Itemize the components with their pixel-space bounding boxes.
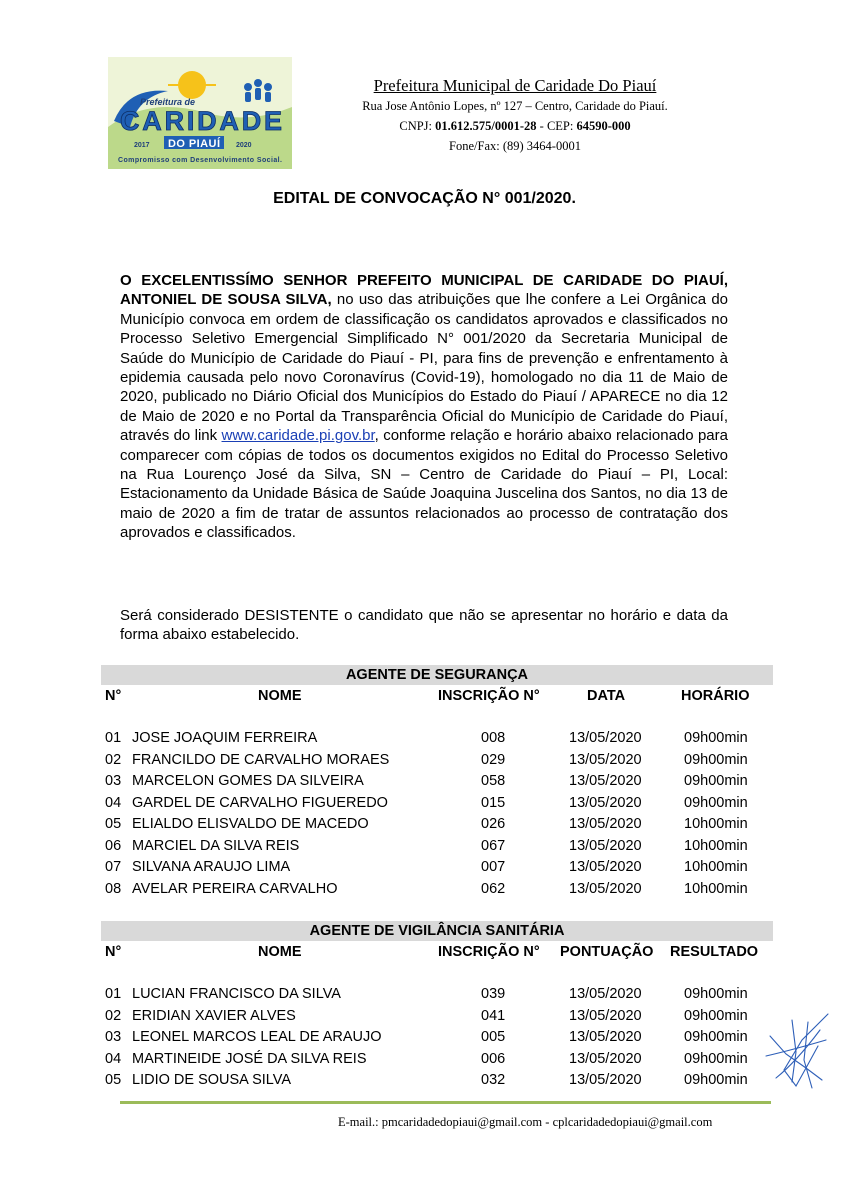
cell-name: ELIALDO ELISVALDO DE MACEDO <box>132 816 369 832</box>
table-row <box>101 984 773 1006</box>
table-section-title: AGENTE DE SEGURANÇA <box>101 665 773 685</box>
cell-inscricao: 029 <box>481 751 506 768</box>
org-registry <box>330 116 700 136</box>
cell-name: LUCIAN FRANCISCO DA SILVA <box>132 986 341 1002</box>
cell-number: 08 <box>105 880 122 897</box>
cell-time: 09h00min <box>684 986 748 1002</box>
table-row <box>101 771 773 793</box>
table-row <box>101 836 773 858</box>
logo-year-end: 2020 <box>236 142 252 149</box>
table-row <box>101 1006 773 1028</box>
cell-date: 13/05/2020 <box>569 794 642 811</box>
footer-rule <box>120 1101 771 1104</box>
logo-year-start: 2017 <box>134 142 150 149</box>
cell-number: 06 <box>105 837 122 854</box>
cell-inscricao: 041 <box>481 1007 506 1024</box>
table-header-row <box>101 685 773 707</box>
cell-inscricao: 067 <box>481 837 506 854</box>
logo-slogan: Compromisso com Desenvolvimento Social. <box>118 157 282 164</box>
cell-inscricao: 015 <box>481 794 506 811</box>
cell-number: 03 <box>105 773 122 789</box>
cell-name: MARCIEL DA SILVA REIS <box>132 837 300 854</box>
cell-date: 13/05/2020 <box>569 816 642 832</box>
cell-name: JOSE JOAQUIM FERREIRA <box>132 730 318 746</box>
table-row <box>101 857 773 879</box>
cell-number: 02 <box>105 751 122 768</box>
cnpj-label: CNPJ: <box>399 119 436 133</box>
header-name: NOME <box>258 944 302 960</box>
cell-time: 10h00min <box>684 880 748 897</box>
cell-number: 02 <box>105 1007 122 1024</box>
cell-date: 13/05/2020 <box>569 859 642 875</box>
cell-number: 05 <box>105 1072 122 1088</box>
table-row <box>101 814 773 836</box>
cell-date: 13/05/2020 <box>569 773 642 789</box>
letterhead <box>330 76 700 156</box>
cell-name: ERIDIAN XAVIER ALVES <box>132 1007 296 1024</box>
cell-name: GARDEL DE CARVALHO FIGUEREDO <box>132 794 388 811</box>
table-row <box>101 750 773 772</box>
cell-number: 07 <box>105 859 122 875</box>
cell-date: 13/05/2020 <box>569 1050 642 1067</box>
handwritten-signature <box>762 1010 834 1090</box>
header-resultado: RESULTADO <box>670 944 759 960</box>
cell-number: 04 <box>105 794 122 811</box>
cep-label: - CEP: <box>536 119 577 133</box>
cell-inscricao: 062 <box>481 880 506 897</box>
org-address: Rua Jose Antônio Lopes, nº 127 – Centro, Caridade do Piauí. <box>362 99 668 113</box>
table-row <box>101 793 773 815</box>
cell-inscricao: 032 <box>481 1072 506 1088</box>
cell-number: 05 <box>105 816 122 832</box>
desistente-note: Será considerado DESISTENTE o candidato que não se apresentar no horário e data da forma abaixo estabelecido. <box>120 607 728 644</box>
cell-time: 09h00min <box>684 773 748 789</box>
municipality-logo <box>108 57 292 169</box>
cell-name: FRANCILDO DE CARVALHO MORAES <box>132 751 390 768</box>
header-pontuacao: PONTUAÇÃO <box>560 944 654 960</box>
table-header-row <box>101 941 773 963</box>
cell-date: 13/05/2020 <box>569 880 642 897</box>
header-number: N° <box>105 944 122 960</box>
cell-time: 09h00min <box>684 1050 748 1067</box>
table-row <box>101 1070 773 1092</box>
cell-number: 01 <box>105 986 122 1002</box>
cell-inscricao: 005 <box>481 1029 506 1045</box>
header-name: NOME <box>258 688 302 704</box>
table-agente-vigilancia <box>101 921 773 1092</box>
table-row <box>101 728 773 750</box>
cell-date: 13/05/2020 <box>569 751 642 768</box>
cell-name: MARTINEIDE JOSÉ DA SILVA REIS <box>132 1050 367 1067</box>
table-agente-seguranca <box>101 665 773 900</box>
cell-number: 03 <box>105 1029 122 1045</box>
cell-time: 10h00min <box>684 816 748 832</box>
cell-inscricao: 058 <box>481 773 506 789</box>
table-row <box>101 1027 773 1049</box>
cell-number: 04 <box>105 1050 122 1067</box>
body-text-before-link: no uso das atribuições que lhe confere a Lei Orgânica do Município convoca em ordem de classificação os candidatos aprovados e classificados no Processo Seletivo Emergencial Simplificado N° 001/2020 da Secretaria Municipal de Saúde do Município de Caridade do Piauí - PI, para fins de prevenção e enfrentamento à epidemia causada pelo novo Coronavírus (Covid-19), homologado no dia 11 de Maio de 2020, publicado no Diário Oficial dos Municípios do Estado do Piauí / APARECE no dia 12 de Maio de 2020 e no Portal da Transparência Oficial do Município de Caridade do Piauí, através do link <box>120 291 729 445</box>
cell-time: 09h00min <box>684 730 748 746</box>
logo-prefeitura-text: Prefeitura de <box>140 97 196 107</box>
org-phone: Fone/Fax: (89) 3464-0001 <box>449 139 581 153</box>
header-horario: HORÁRIO <box>681 688 750 704</box>
org-name: Prefeitura Municipal de Caridade Do Piauí <box>373 76 657 95</box>
body-paragraph <box>120 271 728 543</box>
header-number: N° <box>105 688 122 704</box>
document-title: EDITAL DE CONVOCAÇÃO N° 001/2020. <box>273 190 576 207</box>
cell-time: 10h00min <box>684 837 748 854</box>
cell-date: 13/05/2020 <box>569 730 642 746</box>
cell-inscricao: 007 <box>481 859 506 875</box>
cell-date: 13/05/2020 <box>569 1072 642 1088</box>
cell-name: LEONEL MARCOS LEAL DE ARAUJO <box>132 1029 382 1045</box>
header-inscricao: INSCRIÇÃO N° <box>438 688 540 704</box>
cell-inscricao: 008 <box>481 730 506 746</box>
table-row <box>101 879 773 901</box>
cell-time: 09h00min <box>684 1072 748 1088</box>
logo-dopiaui-text: DO PIAUÍ <box>168 138 220 150</box>
cell-inscricao: 026 <box>481 816 506 832</box>
cell-date: 13/05/2020 <box>569 1007 642 1024</box>
header-inscricao: INSCRIÇÃO N° <box>438 944 540 960</box>
cell-number: 01 <box>105 730 122 746</box>
body-bold-intro: O EXCELENTISSÍMO SENHOR PREFEITO MUNICIPAL DE CARIDADE DO PIAUÍ, ANTONIEL DE SOUSA SILVA, <box>120 272 728 309</box>
logo-caridade-text: CARIDADE <box>120 106 282 136</box>
table-row <box>101 1049 773 1071</box>
cell-time: 09h00min <box>684 794 748 811</box>
website-link[interactable]: www.caridade.pi.gov.br <box>221 427 375 445</box>
cell-inscricao: 039 <box>481 986 506 1002</box>
cnpj-value: 01.612.575/0001-28 <box>435 119 537 133</box>
table-section-title: AGENTE DE VIGILÂNCIA SANITÁRIA <box>101 921 773 941</box>
cell-time: 10h00min <box>684 859 748 875</box>
cell-name: MARCELON GOMES DA SILVEIRA <box>132 773 364 789</box>
cell-time: 09h00min <box>684 751 748 768</box>
cell-name: SILVANA ARAUJO LIMA <box>132 859 291 875</box>
header-data: DATA <box>587 688 626 704</box>
cell-date: 13/05/2020 <box>569 837 642 854</box>
cep-value: 64590-000 <box>576 119 631 133</box>
footer-email: E-mail.: pmcaridadedopiaui@gmail.com - cplcaridadedopiaui@gmail.com <box>338 1115 713 1129</box>
cell-name: LIDIO DE SOUSA SILVA <box>132 1072 292 1088</box>
cell-name: AVELAR PEREIRA CARVALHO <box>132 880 338 897</box>
cell-date: 13/05/2020 <box>569 986 642 1002</box>
body-text-after-link: , conforme relação e horário abaixo relacionado para comparecer com cópias de todos os documentos exigidos no Edital do Processo Seletivo na Rua Lourenço José da Silva, SN – Centro de Caridade do Piauí – PI, Local: Estacionamento da Unidade Básica de Saúde Joaquina Juscelina dos Santos, no dia 13 de maio de 2020 a fim de tratar de assuntos relacionados ao processo de contratação dos aprovados e classificados. <box>120 427 728 542</box>
cell-date: 13/05/2020 <box>569 1029 642 1045</box>
cell-inscricao: 006 <box>481 1050 506 1067</box>
cell-time: 09h00min <box>684 1029 748 1045</box>
cell-time: 09h00min <box>684 1007 748 1024</box>
